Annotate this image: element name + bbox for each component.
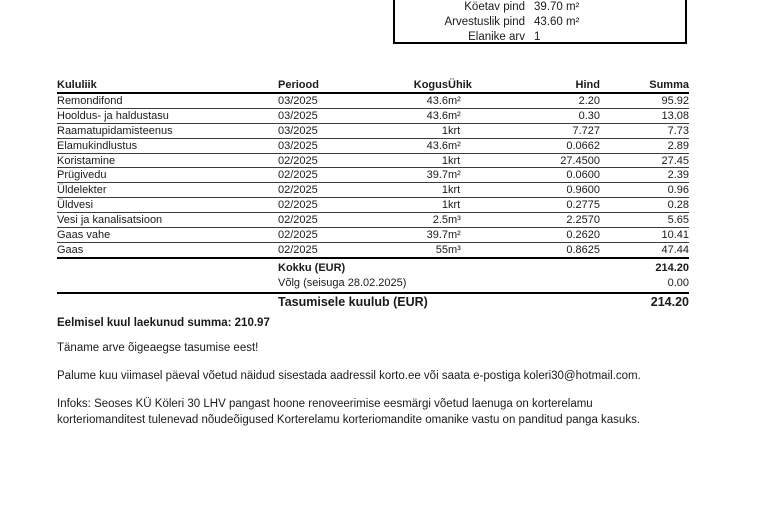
table-row [57, 183, 689, 198]
cell-hind: 0.30 [512, 108, 600, 123]
cell-kogus: 39.7 [404, 168, 448, 183]
previous-month-paid-note: Eelmisel kuul laekunud summa: 210.97 [57, 317, 270, 329]
cell-periood: 02/2025 [278, 183, 404, 198]
cell-hind: 7.727 [512, 123, 600, 138]
table-row [57, 228, 689, 243]
cell-hind: 0.0600 [512, 168, 600, 183]
cell-hind: 2.20 [512, 93, 600, 108]
cell-uhik: krt [448, 153, 512, 168]
residents-row [395, 29, 685, 44]
cell-periood: 03/2025 [278, 123, 404, 138]
total-kokku-label: Kokku (EUR) [278, 262, 346, 275]
heated-area-value: 39.70 m² [534, 0, 580, 13]
cell-summa: 10.41 [600, 228, 689, 243]
cell-uhik: m² [448, 138, 512, 153]
cell-hind: 0.9600 [512, 183, 600, 198]
cell-kogus: 43.6 [404, 108, 448, 123]
header-hind: Hind [512, 78, 600, 93]
cell-summa: 0.96 [600, 183, 689, 198]
total-kokku-row [57, 261, 689, 276]
cell-periood: 03/2025 [278, 138, 404, 153]
cell-periood: 02/2025 [278, 213, 404, 228]
cell-kogus: 43.6 [404, 93, 448, 108]
table-row [57, 168, 689, 183]
charges-section [57, 78, 689, 311]
cell-hind: 0.0662 [512, 138, 600, 153]
heated-area-label: Köetav pind [464, 0, 525, 13]
cell-periood: 02/2025 [278, 242, 404, 257]
cell-periood: 02/2025 [278, 168, 404, 183]
table-row [57, 108, 689, 123]
cell-uhik: m² [448, 228, 512, 243]
cell-kululiik: Vesi ja kanalisatsioon [57, 213, 278, 228]
cell-kululiik: Hooldus- ja haldustasu [57, 108, 278, 123]
total-volg-value: 0.00 [667, 277, 689, 290]
calculated-area-row [395, 14, 685, 29]
cell-kogus: 2.5 [404, 213, 448, 228]
table-header-row [57, 78, 689, 93]
cell-hind: 0.2775 [512, 198, 600, 213]
cell-uhik: m³ [448, 242, 512, 257]
residents-value: 1 [534, 30, 541, 43]
header-uhik: Ühik [448, 78, 512, 93]
header-periood: Periood [278, 78, 404, 93]
cell-periood: 02/2025 [278, 153, 404, 168]
cell-periood: 03/2025 [278, 108, 404, 123]
cell-summa: 27.45 [600, 153, 689, 168]
cell-summa: 95.92 [600, 93, 689, 108]
residents-label: Elanike arv [468, 30, 525, 43]
apartment-info-box [393, 0, 687, 44]
cell-kululiik: Remondifond [57, 93, 278, 108]
cell-uhik: krt [448, 198, 512, 213]
cell-periood: 02/2025 [278, 228, 404, 243]
cell-kululiik: Gaas vahe [57, 228, 278, 243]
cell-hind: 27.4500 [512, 153, 600, 168]
cell-kululiik: Koristamine [57, 153, 278, 168]
cell-kululiik: Elamukindlustus [57, 138, 278, 153]
heated-area-row [395, 0, 685, 14]
cell-uhik: m² [448, 168, 512, 183]
table-row [57, 93, 689, 108]
cell-uhik: krt [448, 183, 512, 198]
calculated-area-value: 43.60 m² [534, 15, 580, 28]
cell-kululiik: Üldvesi [57, 198, 278, 213]
cell-kogus: 1 [404, 123, 448, 138]
cell-uhik: m² [448, 93, 512, 108]
cell-kululiik: Prügivedu [57, 168, 278, 183]
cell-kogus: 1 [404, 153, 448, 168]
table-row [57, 213, 689, 228]
total-due-label: Tasumisele kuulub (EUR) [278, 295, 428, 310]
cell-summa: 2.39 [600, 168, 689, 183]
cell-summa: 5.65 [600, 213, 689, 228]
table-row [57, 242, 689, 257]
cell-uhik: m³ [448, 213, 512, 228]
total-volg-row [57, 276, 689, 291]
cell-summa: 47.44 [600, 242, 689, 257]
header-kogus: Kogus [404, 78, 448, 93]
cell-kogus: 55 [404, 242, 448, 257]
total-volg-label: Võlg (seisuga 28.02.2025) [278, 277, 407, 290]
cell-hind: 0.8625 [512, 242, 600, 257]
meter-readings-note: Palume kuu viimasel päeval võetud näidud sisestada aadressil korto.ee või saata e-postiga koleri30@hotmail.com. [57, 370, 641, 382]
table-row [57, 138, 689, 153]
cell-kogus: 1 [404, 198, 448, 213]
cell-kululiik: Raamatupidamisteenus [57, 123, 278, 138]
charges-table [57, 78, 689, 259]
total-kokku-value: 214.20 [655, 262, 689, 275]
calculated-area-label: Arvestuslik pind [444, 15, 525, 28]
cell-summa: 13.08 [600, 108, 689, 123]
cell-kululiik: Üldelekter [57, 183, 278, 198]
cell-hind: 0.2620 [512, 228, 600, 243]
cell-uhik: krt [448, 123, 512, 138]
cell-summa: 0.28 [600, 198, 689, 213]
table-row [57, 153, 689, 168]
table-row [57, 198, 689, 213]
thanks-note: Täname arve õigeaegse tasumise eest! [57, 342, 259, 354]
cell-uhik: m² [448, 108, 512, 123]
cell-periood: 02/2025 [278, 198, 404, 213]
cell-periood: 03/2025 [278, 93, 404, 108]
cell-hind: 2.2570 [512, 213, 600, 228]
cell-kogus: 43.6 [404, 138, 448, 153]
header-kululiik: Kululiik [57, 78, 278, 93]
cell-kululiik: Gaas [57, 242, 278, 257]
total-due-value: 214.20 [650, 295, 689, 310]
table-row [57, 123, 689, 138]
cell-kogus: 1 [404, 183, 448, 198]
cell-kogus: 39.7 [404, 228, 448, 243]
header-summa: Summa [600, 78, 689, 93]
total-due-row [57, 294, 689, 311]
cell-summa: 2.89 [600, 138, 689, 153]
loan-pledge-info-note: Infoks: Seoses KÜ Köleri 30 LHV pangast hoone renoveerimise eesmärgi võetud laenuga on korterelamu korteriomanditest tulenevad nõudeõigused Korterelamu korteriomandite omanike vastu on panditud panga kasuks. [57, 398, 641, 426]
cell-summa: 7.73 [600, 123, 689, 138]
